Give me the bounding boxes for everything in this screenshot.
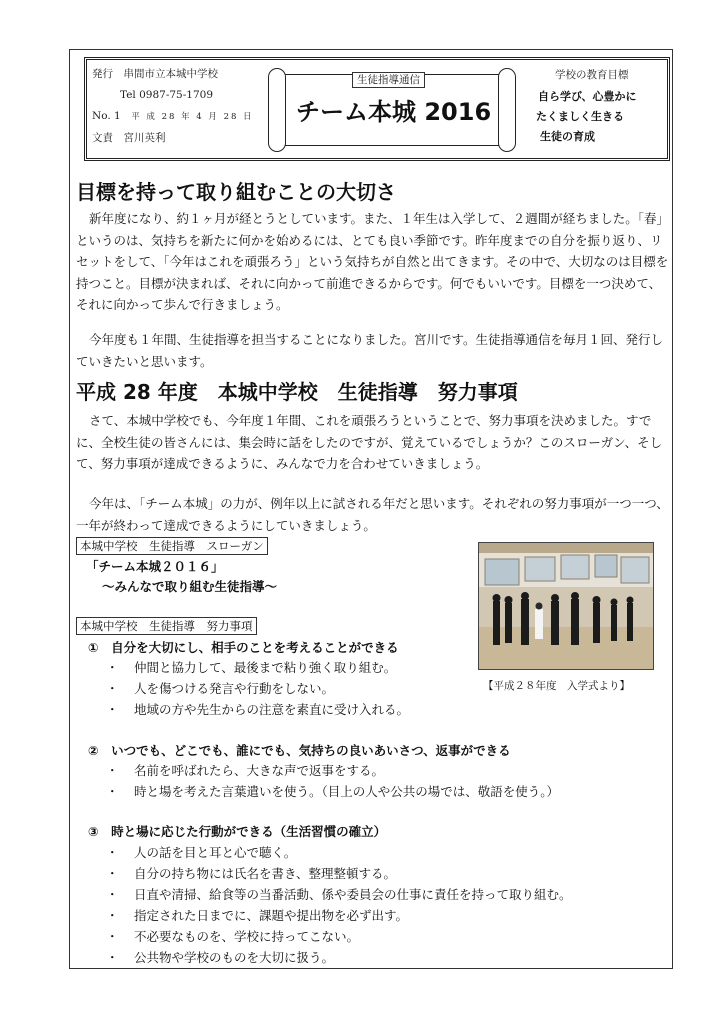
publisher-name: 串間市立本城中学校 xyxy=(123,68,218,80)
effort-item-title: ① 自分を大切にし、相手のことを考えることができる xyxy=(88,640,399,655)
list-item: ・ 地域の方や先生からの注意を素直に受け入れる。 xyxy=(106,702,410,717)
tel: Tel 0987-75-1709 xyxy=(120,89,213,101)
paragraph: 今年は、「チーム本城」の力が、例年以上に試される年だと思います。それぞれの努力事項が一つ一つ、一年が終わって達成できるようにしていきましょう。 xyxy=(76,496,669,533)
scroll-curl-right xyxy=(498,68,516,152)
paragraph: さて、本城中学校でも、今年度１年間、これを頑張ろうということで、努力事項を決めました。すでに、全校生徒の皆さんには、集会時に話をしたのですが、覚えているでしょうか？このスローガン、そして、努力事項が達成できるように、みんなで力を合わせていきましょう。 xyxy=(76,413,663,471)
effort-item-title: ③ 時と場に応じた行動ができる（生活習慣の確立） xyxy=(88,824,387,839)
slogan-label: 本城中学校 生徒指導 スローガン xyxy=(76,537,268,555)
photo-illustration xyxy=(479,543,653,669)
paragraph: 新年度になり、約１ヶ月が経とうとしています。また、１年生は入学して、２週間が経ちました。「春」というのは、気持ちを新たに何かを始めるには、とても良い季節です。昨年度までの自分を振り返り、リセットをして、「今年はこれを頑張ろう」という気持ちが自然と出てきます。その中で、大切なのは目標を持つこと。目標が決まれば、それに向かって前進できるからです。何でもいいです。目標を一つ決めて、それに向かって歩んで行きましょう。 xyxy=(76,211,670,312)
entrance-ceremony-photo xyxy=(478,542,654,670)
author-label: 文責 xyxy=(92,132,113,144)
effort-items-label: 本城中学校 生徒指導 努力事項 xyxy=(76,617,257,635)
newsletter-title: チーム本城 2016 xyxy=(296,98,492,126)
list-item: ・ 指定された日までに、課題や提出物を必ず出す。 xyxy=(106,908,409,923)
school-goal-line: たくましく生きる xyxy=(536,110,624,123)
issue-date: 平 成 28 年 4 月 28 日 xyxy=(131,112,254,122)
list-item: ・ 日直や清掃、給食等の当番活動、係や委員会の仕事に責任を持って取り組む。 xyxy=(106,887,572,902)
slogan-line: 「チーム本城２０１６」 xyxy=(86,559,224,574)
slogan xyxy=(86,557,277,597)
list-item: ・ 仲間と協力して、最後まで粘り強く取り組む。 xyxy=(106,660,397,675)
slogan-line: ～みんなで取り組む生徒指導～ xyxy=(102,579,278,594)
list-item: ・ 自分の持ち物には氏名を書き、整理整頓する。 xyxy=(106,866,397,881)
list-item: ・ 人の話を目と耳と心で聴く。 xyxy=(106,845,297,860)
list-item: ・ 人を傷つける発言や行動をしない。 xyxy=(106,681,335,696)
school-goal-line: 自ら学び、心豊かに xyxy=(538,90,637,103)
publisher-info xyxy=(92,64,254,149)
school-goal-line: 生徒の育成 xyxy=(540,130,595,143)
list-item: ・ 時と場を考えた言葉遣いを使う。（目上の人や公共の場では、敬語を使う。） xyxy=(106,784,560,799)
newsletter-subtitle: 生徒指導通信 xyxy=(352,72,425,88)
photo-caption: 【平成２８年度 入学式より】 xyxy=(483,680,630,692)
school-goal xyxy=(536,87,637,147)
publisher-label: 発行 xyxy=(92,68,113,80)
list-item: ・ 名前を呼ばれたら、大きな声で返事をする。 xyxy=(106,763,385,778)
paragraph: 今年度も１年間、生徒指導を担当することになりました。宮川です。生徒指導通信を毎月１回、発行していきたいと思います。 xyxy=(76,332,664,369)
issue-no: No. 1 xyxy=(92,110,121,122)
list-item: ・ 不必要なものを、学校に持ってこない。 xyxy=(106,929,360,944)
scroll-curl-left xyxy=(268,68,286,152)
section-heading-goals: 目標を持って取り組むことの大切さ xyxy=(76,180,396,204)
author-name: 宮川英利 xyxy=(123,132,166,144)
effort-item-bullets xyxy=(106,760,559,802)
list-item: ・ 公共物や学校のものを大切に扱う。 xyxy=(106,950,335,965)
school-goal-label: 学校の教育目標 xyxy=(555,69,629,81)
effort-item-title: ② いつでも、どこでも、誰にでも、気持ちの良いあいさつ、返事ができる xyxy=(88,743,511,758)
section-heading-efforts: 平成 28 年度 本城中学校 生徒指導 努力事項 xyxy=(76,380,518,404)
effort-item-bullets xyxy=(106,842,572,968)
effort-item-bullets xyxy=(106,657,409,720)
